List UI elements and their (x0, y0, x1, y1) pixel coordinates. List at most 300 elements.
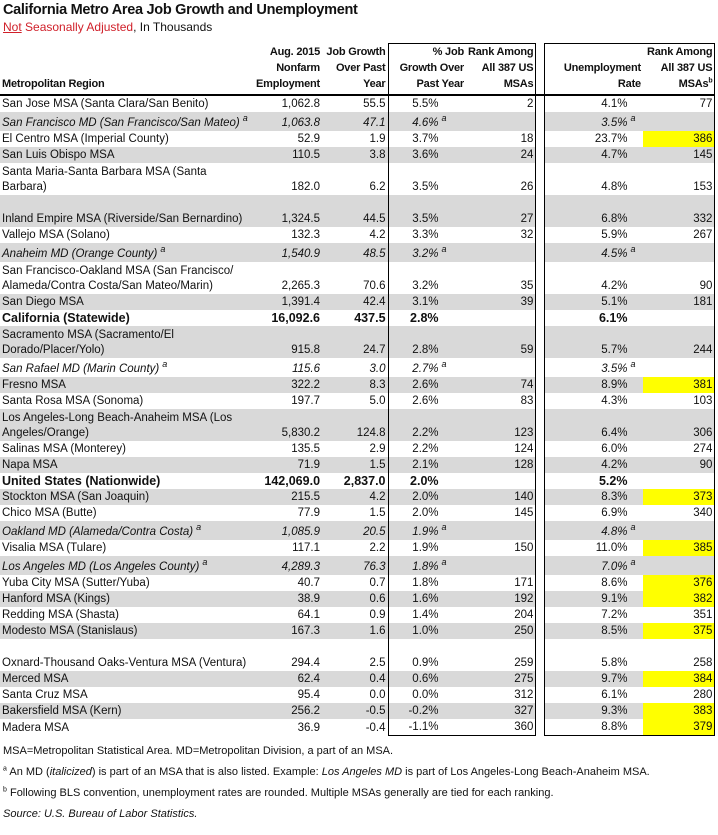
unemployment-value: 6.0% (601, 443, 628, 455)
region-name-text: Anaheim MD (Orange County) (2, 248, 158, 260)
subtitle-seasonal: Seasonally Adjusted (21, 20, 134, 34)
region-cell (0, 195, 254, 227)
job-growth-cell: 47.1 (322, 112, 388, 131)
region-name-text: Hanford MSA (Kings) (2, 593, 111, 605)
pct-growth-cell (388, 441, 466, 457)
unemployment-cell (545, 687, 643, 703)
header-region: Metropolitan Region (2, 78, 105, 90)
job-growth-cell: 70.6 (322, 262, 388, 294)
job-rank-cell: 250 (466, 623, 536, 639)
employment-cell: 182.0 (291, 181, 321, 193)
table-row (0, 671, 715, 687)
job-rank-cell: 327 (466, 703, 536, 719)
job-growth-cell: -0.5 (322, 703, 388, 719)
pct-growth-cell (388, 671, 466, 687)
column-gap (536, 457, 545, 473)
table-row (0, 457, 715, 473)
unemployment-value: 8.3% (601, 491, 628, 503)
unemployment-value: 4.1% (601, 98, 628, 110)
region-cell (0, 227, 254, 243)
pct-value: 5.5% (412, 98, 439, 110)
unemployment-cell (545, 719, 643, 736)
table-row (0, 556, 715, 575)
job-growth-cell: 1.6 (322, 623, 388, 639)
region-name-text: Bakersfield MSA (Kern) (2, 705, 122, 717)
footnote-abbrev: MSA=Metropolitan Statistical Area. MD=Metropolitan Division, a part of an MSA. (3, 745, 394, 757)
region-name-text: Modesto MSA (Stanislaus) (2, 625, 138, 637)
footnote-marker: a (202, 557, 208, 568)
table-row (0, 489, 715, 505)
job-rank-cell: 124 (466, 441, 536, 457)
pct-value: 0.6% (412, 673, 439, 685)
unemployment-cell (545, 671, 643, 687)
pct-growth-cell (388, 310, 466, 326)
job-rank-cell: 204 (466, 607, 536, 623)
metro-table (0, 43, 715, 736)
column-gap (536, 294, 545, 310)
employment-cell: 197.7 (291, 395, 321, 407)
header-employment: Aug. 2015 Nonfarm Employment (256, 46, 321, 90)
employment-cell: 40.7 (297, 577, 321, 589)
table-row (0, 505, 715, 521)
table-row (0, 227, 715, 243)
pct-value: 3.2% (412, 280, 439, 292)
job-growth-cell: 20.5 (322, 521, 388, 540)
subtitle (3, 19, 718, 35)
unemployment-value: 4.7% (601, 149, 628, 161)
unemployment-cell (545, 95, 643, 112)
region-cell (0, 639, 254, 671)
footnote-marker: a (441, 557, 447, 568)
footnote-marker: a (630, 113, 636, 124)
pct-growth-cell (388, 163, 466, 195)
job-rank-cell: 24 (466, 147, 536, 163)
pct-value: 2.1% (412, 459, 439, 471)
job-rank-cell: 140 (466, 489, 536, 505)
unemployment-cell (545, 473, 643, 489)
region-name (2, 228, 250, 243)
footnote-marker: a (630, 522, 636, 533)
pct-value: 3.3% (412, 229, 439, 241)
table-row (0, 591, 715, 607)
table-row (0, 310, 715, 326)
footnote-marker: a (441, 359, 447, 370)
pct-growth-cell (388, 377, 466, 393)
region-name (2, 490, 250, 505)
region-cell (0, 262, 254, 294)
pct-growth-cell (388, 623, 466, 639)
table-row (0, 575, 715, 591)
pct-value: 0.0% (412, 689, 439, 701)
unemployment-rank-cell: 382 (643, 591, 715, 607)
unemployment-value: 5.1% (601, 296, 628, 308)
job-growth-cell: 0.0 (322, 687, 388, 703)
pct-growth-cell (388, 521, 466, 540)
column-gap (536, 95, 545, 112)
column-gap (536, 687, 545, 703)
column-gap (536, 575, 545, 591)
footnote-a: $^a$ An MD (italicized) is part of an MSA that is also listed. Example: Los Angeles MD is part of Los Angeles-Long Beach-Anaheim MSA. (3, 765, 650, 778)
pct-value: 1.8% (412, 577, 439, 589)
table-row (0, 521, 715, 540)
job-rank-cell: 145 (466, 505, 536, 521)
pct-growth-cell (388, 473, 466, 489)
region-name (2, 311, 250, 326)
pct-value: 3.1% (412, 296, 439, 308)
employment-cell: 5,830.2 (254, 409, 322, 441)
region-cell (0, 358, 254, 377)
region-name (2, 656, 250, 671)
employment-cell: 1,085.9 (254, 521, 322, 540)
region-cell (0, 521, 254, 540)
job-growth-cell: 48.5 (322, 243, 388, 262)
unemployment-cell (545, 112, 643, 131)
region-cell (0, 310, 254, 326)
region-cell (0, 575, 254, 591)
unemployment-rank-cell (643, 112, 715, 131)
column-gap (536, 441, 545, 457)
region-cell (0, 607, 254, 623)
region-name (2, 576, 250, 591)
job-growth-cell: 1.9 (322, 131, 388, 147)
pct-value: 0.9% (412, 657, 439, 669)
unemployment-value: 8.5% (601, 625, 628, 637)
table-row (0, 243, 715, 262)
unemployment-cell (545, 358, 643, 377)
region-name (2, 704, 250, 719)
unemployment-rank-cell: 379 (643, 719, 715, 736)
region-cell (0, 393, 254, 409)
employment-cell: 117.1 (292, 542, 321, 554)
unemployment-cell (545, 489, 643, 505)
unemployment-value: 3.5% (601, 117, 628, 129)
table-row (0, 195, 715, 227)
unemployment-rank-cell (643, 243, 715, 262)
pct-growth-cell (388, 95, 466, 112)
job-growth-cell: 4.2 (322, 227, 388, 243)
region-cell (0, 556, 254, 575)
region-name (2, 212, 250, 227)
column-gap (536, 243, 545, 262)
unemployment-rank-cell: 244 (643, 326, 715, 358)
header-unemployment: Unemployment Rate (545, 44, 643, 96)
employment-cell: 38.9 (254, 591, 322, 607)
unemployment-rank-cell: 332 (643, 195, 715, 227)
column-gap (536, 639, 545, 671)
job-rank-cell (466, 358, 536, 377)
table-row (0, 607, 715, 623)
job-rank-cell: 59 (466, 326, 536, 358)
region-name-text: Merced MSA (2, 673, 69, 685)
job-growth-cell: 44.5 (322, 195, 388, 227)
region-name-text: California (Statewide) (2, 311, 130, 325)
unemployment-cell (545, 521, 643, 540)
header-row (0, 44, 715, 96)
pct-growth-cell (388, 607, 466, 623)
table-row (0, 294, 715, 310)
unemployment-value: 6.9% (601, 507, 628, 519)
region-name-text: Visalia MSA (Tulare) (2, 542, 107, 554)
pct-value: -0.2% (408, 705, 439, 717)
column-gap (536, 409, 545, 441)
job-growth-cell: 8.3 (322, 377, 388, 393)
employment-cell: 1,062.8 (281, 98, 321, 110)
employment-cell: 1,063.8 (254, 112, 322, 131)
pct-value: 1.9% (412, 526, 439, 538)
employment-cell: 115.6 (292, 363, 321, 375)
region-cell (0, 243, 254, 262)
region-name (2, 132, 250, 147)
job-growth-cell: 3.0 (322, 358, 388, 377)
job-rank-cell (466, 310, 536, 326)
job-growth-cell: 2.2 (322, 540, 388, 556)
unemployment-value: 4.2% (601, 280, 628, 292)
footnote-marker: a (160, 244, 166, 255)
unemployment-value: 5.9% (601, 229, 628, 241)
employment-cell: 16,092.6 (271, 311, 321, 325)
pct-value: 3.2% (412, 248, 439, 260)
region-name-text: Redding MSA (Shasta) (2, 609, 119, 621)
job-growth-cell: 42.4 (322, 294, 388, 310)
region-cell (0, 505, 254, 521)
job-rank-cell: 171 (466, 575, 536, 591)
unemployment-cell (545, 505, 643, 521)
region-name-text: Oakland MD (Alameda/Contra Costa) (2, 526, 194, 538)
pct-value: 2.8% (412, 344, 439, 356)
unemployment-value: 9.1% (601, 593, 628, 605)
pct-value: 2.0% (410, 474, 439, 488)
unemployment-cell (545, 131, 643, 147)
region-cell (0, 147, 254, 163)
employment-cell: 256.2 (254, 703, 322, 719)
unemployment-cell (545, 575, 643, 591)
table-row (0, 112, 715, 131)
unemployment-rank-cell: 376 (643, 575, 715, 591)
employment-cell: 915.8 (254, 326, 322, 358)
unemployment-cell (545, 262, 643, 294)
table-row (0, 473, 715, 489)
subtitle-not: Not (3, 20, 22, 34)
table-row (0, 95, 715, 112)
pct-growth-cell (388, 409, 466, 441)
job-growth-cell: 124.8 (322, 409, 388, 441)
footnote-marker: a (441, 113, 447, 124)
pct-growth-cell (388, 489, 466, 505)
region-cell (0, 112, 254, 131)
region-name-text: Madera MSA (2, 721, 70, 734)
pct-growth-cell (388, 326, 466, 358)
unemployment-rank-cell: 375 (643, 623, 715, 639)
job-rank-cell: 26 (466, 163, 536, 195)
unemployment-value: 5.8% (601, 657, 628, 669)
unemployment-value: 9.3% (601, 705, 628, 717)
unemployment-value: 8.9% (601, 379, 628, 391)
pct-growth-cell (388, 540, 466, 556)
unemployment-cell (545, 147, 643, 163)
employment-cell: 2,265.3 (281, 280, 321, 292)
job-growth-cell: 76.3 (322, 556, 388, 575)
employment-cell: 4,289.3 (254, 556, 322, 575)
employment-cell: 215.5 (254, 489, 322, 505)
employment-cell: 132.3 (291, 229, 321, 241)
column-gap (536, 703, 545, 719)
region-name (2, 458, 250, 473)
region-name (2, 148, 250, 163)
unemployment-value: 7.0% (601, 561, 628, 573)
unemployment-cell (545, 540, 643, 556)
job-rank-cell: 128 (466, 457, 536, 473)
unemployment-rank-cell: 90 (643, 262, 715, 294)
region-cell (0, 489, 254, 505)
region-cell (0, 591, 254, 607)
unemployment-cell (545, 591, 643, 607)
unemployment-rank-cell: 383 (643, 703, 715, 719)
pct-value: 2.2% (412, 427, 439, 439)
unemployment-value: 4.8% (601, 526, 628, 538)
table-row (0, 441, 715, 457)
job-growth-cell: 24.7 (322, 326, 388, 358)
region-name-text: Fresno MSA (2, 379, 66, 391)
pct-value: 1.0% (412, 625, 439, 637)
job-rank-cell: 192 (466, 591, 536, 607)
unemployment-cell (545, 326, 643, 358)
pct-growth-cell (388, 294, 466, 310)
region-name (2, 394, 250, 409)
table-row (0, 326, 715, 358)
footnote-marker: a (196, 522, 202, 533)
job-growth-cell: 6.2 (322, 163, 388, 195)
table-row (0, 377, 715, 393)
pct-value: 3.5% (412, 213, 439, 225)
unemployment-rank-cell (643, 310, 715, 326)
employment-cell: 62.4 (254, 671, 322, 687)
column-gap (536, 521, 545, 540)
employment-cell: 95.4 (297, 689, 321, 701)
unemployment-rank-cell: 280 (643, 687, 715, 703)
job-rank-cell: 39 (466, 294, 536, 310)
job-growth-cell: 55.5 (322, 95, 388, 112)
pct-value: 1.9% (412, 542, 439, 554)
employment-cell: 77.9 (297, 507, 321, 519)
employment-cell: 135.5 (291, 443, 321, 455)
region-name (2, 295, 250, 310)
region-name (2, 359, 250, 377)
job-rank-cell: 27 (466, 195, 536, 227)
table-row (0, 358, 715, 377)
unemployment-rank-cell: 153 (643, 163, 715, 195)
region-cell (0, 687, 254, 703)
unemployment-cell (545, 457, 643, 473)
footnote-marker: a (162, 359, 168, 370)
employment-cell: 1,540.9 (254, 243, 322, 262)
table-row (0, 639, 715, 671)
pct-growth-cell (388, 112, 466, 131)
region-name-text: Yuba City MSA (Sutter/Yuba) (2, 577, 150, 589)
pct-value: 2.7% (412, 363, 439, 375)
region-cell (0, 473, 254, 489)
unemployment-value: 7.2% (601, 609, 628, 621)
region-cell (0, 163, 254, 195)
column-gap (536, 540, 545, 556)
footnote-marker: a (441, 244, 447, 255)
region-name (2, 328, 250, 358)
pct-growth-cell (388, 262, 466, 294)
column-gap (536, 131, 545, 147)
unemployment-value: 23.7% (594, 133, 628, 145)
region-name (2, 97, 250, 112)
unemployment-value: 6.1% (601, 689, 628, 701)
unemployment-value: 4.5% (601, 248, 628, 260)
employment-cell: 1,391.4 (254, 294, 322, 310)
employment-cell: 71.9 (254, 457, 322, 473)
pct-growth-cell (388, 556, 466, 575)
unemployment-cell (545, 607, 643, 623)
unemployment-rank-cell: 274 (643, 441, 715, 457)
job-rank-cell (466, 243, 536, 262)
column-gap (536, 591, 545, 607)
employment-cell: 110.5 (254, 147, 322, 163)
job-growth-cell: 5.0 (322, 393, 388, 409)
job-rank-cell: 32 (466, 227, 536, 243)
footnote-marker: a (630, 557, 636, 568)
unemployment-rank-cell: 373 (643, 489, 715, 505)
region-name (2, 672, 250, 687)
unemployment-rank-cell: 386 (643, 131, 715, 147)
region-cell (0, 326, 254, 358)
pct-value: 4.6% (412, 117, 439, 129)
job-rank-cell (466, 112, 536, 131)
job-growth-cell: 2,837.0 (322, 473, 388, 489)
unemployment-value: 6.8% (601, 213, 628, 225)
unemployment-rank-cell: 385 (643, 540, 715, 556)
unemployment-rank-cell: 103 (643, 393, 715, 409)
unemployment-rank-cell (643, 556, 715, 575)
unemployment-rank-cell: 77 (643, 95, 715, 112)
table-body (0, 95, 715, 736)
unemployment-rank-cell: 384 (643, 671, 715, 687)
region-name-text: Sacramento MSA (Sacramento/El Dorado/Placer/Yolo) (2, 329, 174, 356)
job-growth-cell: 2.5 (322, 639, 388, 671)
region-name-text: San Luis Obispo MSA (2, 149, 115, 161)
pct-value: 1.8% (412, 561, 439, 573)
unemployment-rank-cell: 258 (643, 639, 715, 671)
column-gap (536, 310, 545, 326)
employment-cell: 52.9 (297, 133, 321, 145)
region-cell (0, 294, 254, 310)
subtitle-units: , In Thousands (133, 20, 213, 34)
unemployment-rank-cell: 340 (643, 505, 715, 521)
region-name (2, 411, 250, 441)
pct-value: 1.4% (412, 609, 439, 621)
unemployment-value: 4.3% (601, 395, 628, 407)
column-gap (536, 623, 545, 639)
region-name (2, 442, 250, 457)
employment-cell: 142,069.0 (264, 474, 321, 488)
pct-value: 2.0% (412, 507, 439, 519)
unemployment-value: 6.4% (601, 427, 628, 439)
unemployment-rank-cell: 90 (643, 457, 715, 473)
job-rank-cell: 74 (466, 377, 536, 393)
unemployment-value: 11.0% (595, 542, 628, 554)
table-row (0, 262, 715, 294)
column-gap (536, 671, 545, 687)
footnote-b: $^b$ Following BLS convention, unemployment rates are rounded. Multiple MSAs generally are tied for each ranking. (3, 786, 554, 799)
unemployment-cell (545, 639, 643, 671)
region-name (2, 721, 250, 736)
region-name (2, 557, 250, 575)
region-name-text: Chico MSA (Butte) (2, 507, 97, 519)
pct-value: 2.8% (410, 311, 439, 325)
